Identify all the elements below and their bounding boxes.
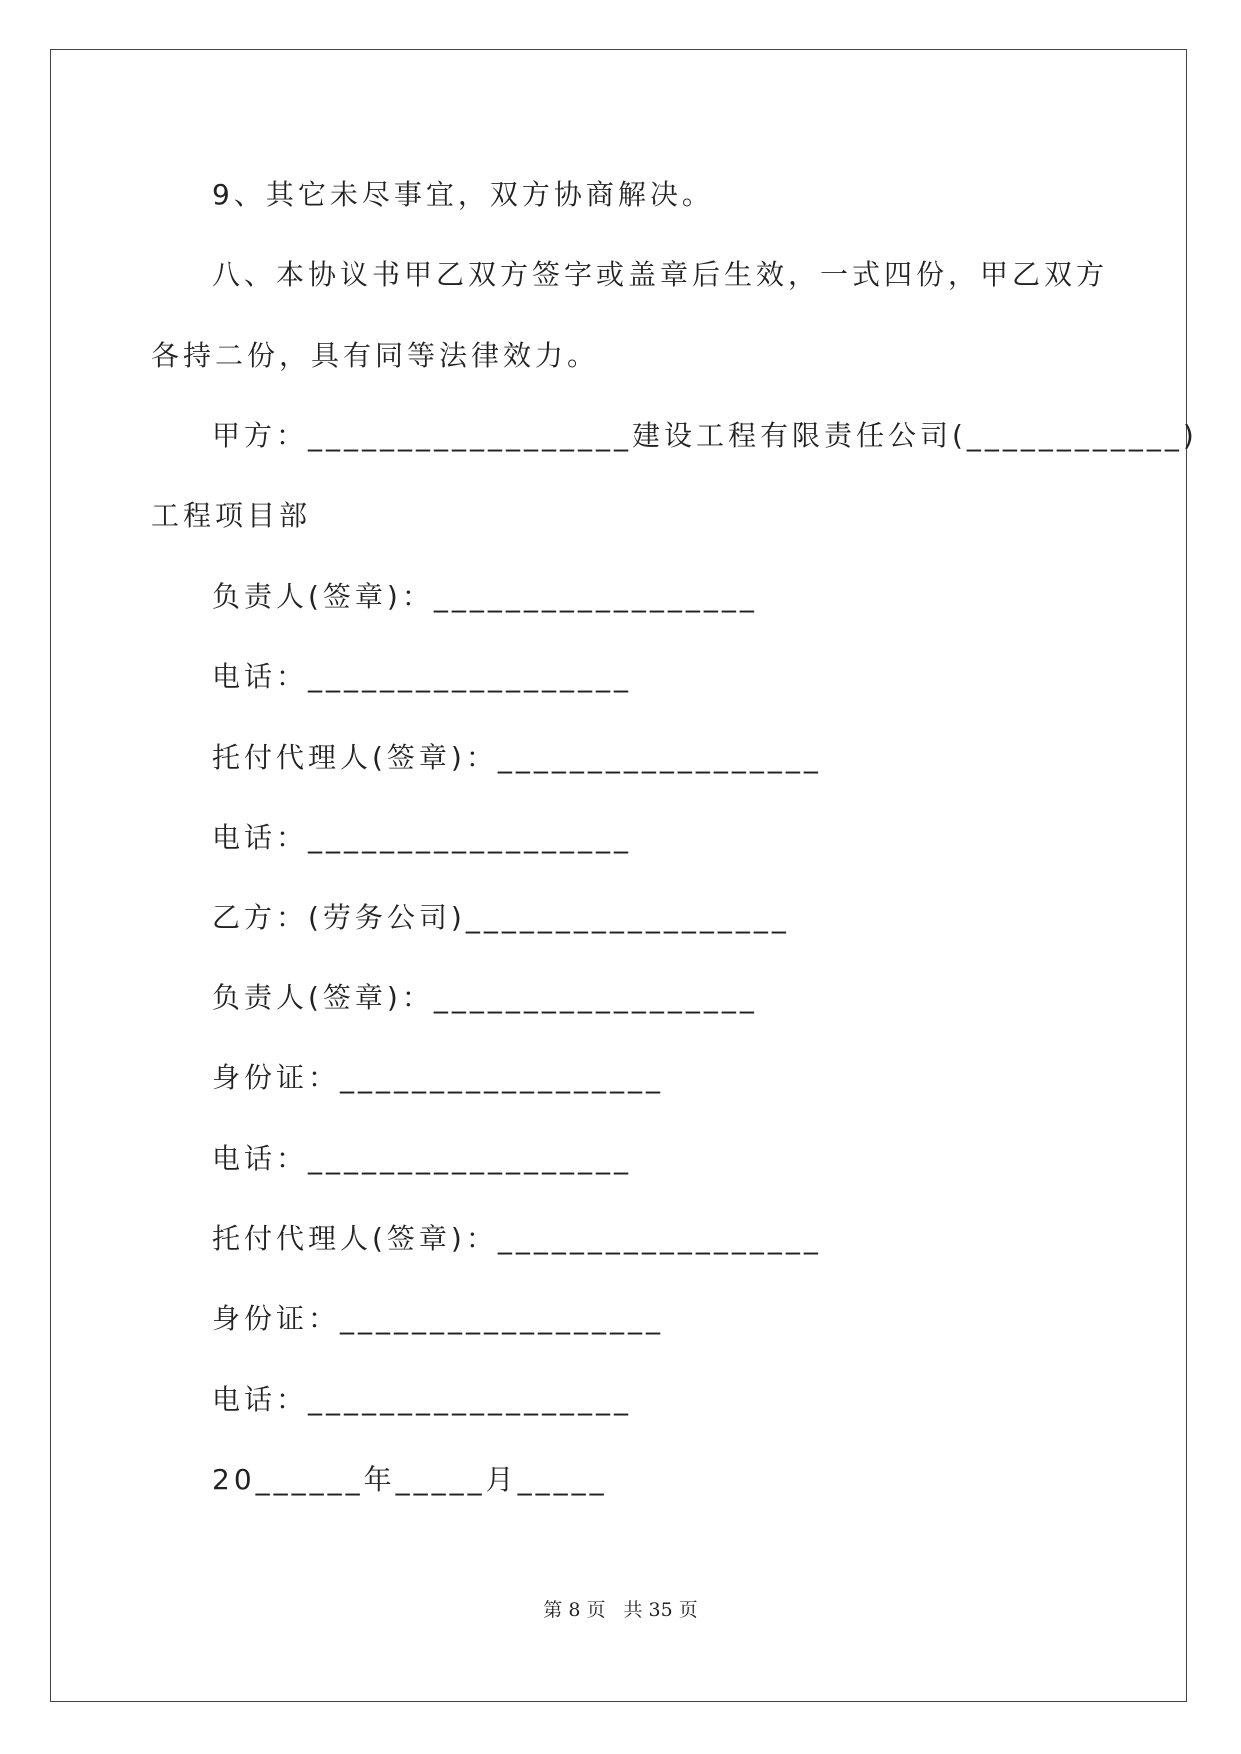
party-a-phone-field: 电话：__________________ xyxy=(212,660,633,693)
party-a-line: 甲方：__________________建设工程有限责任公司(____________) xyxy=(212,419,1198,452)
party-a-agent-field: 托付代理人(签章)：__________________ xyxy=(212,741,822,774)
page-footer xyxy=(0,1598,1241,1622)
party-b-principal-field: 负责人(签章)：__________________ xyxy=(212,981,758,1014)
date-field: 20______年_____月_____ xyxy=(212,1463,608,1496)
party-b-id-field: 身份证：__________________ xyxy=(212,1061,665,1094)
party-b-line: 乙方：(劳务公司)__________________ xyxy=(212,901,790,934)
total-pages: 共 35 页 xyxy=(623,1599,698,1621)
clause-8-text-line1: 八、本协议书甲乙双方签字或盖章后生效，一式四份，甲乙双方 xyxy=(212,258,1109,291)
page-border xyxy=(50,49,1187,1702)
page-number: 第 8 页 xyxy=(543,1599,606,1621)
party-a-project-dept: 工程项目部 xyxy=(151,499,312,532)
party-b-agent-phone-field: 电话：__________________ xyxy=(212,1383,633,1416)
party-b-agent-id-field: 身份证：__________________ xyxy=(212,1302,665,1335)
party-b-phone-field: 电话：__________________ xyxy=(212,1142,633,1175)
party-b-agent-field: 托付代理人(签章)：__________________ xyxy=(212,1222,822,1255)
clause-9-text: 9、其它未尽事宜，双方协商解决。 xyxy=(212,178,714,211)
party-a-principal-field: 负责人(签章)：__________________ xyxy=(212,580,758,613)
clause-8-text-line2: 各持二份，具有同等法律效力。 xyxy=(151,339,600,372)
party-a-agent-phone-field: 电话：__________________ xyxy=(212,821,633,854)
